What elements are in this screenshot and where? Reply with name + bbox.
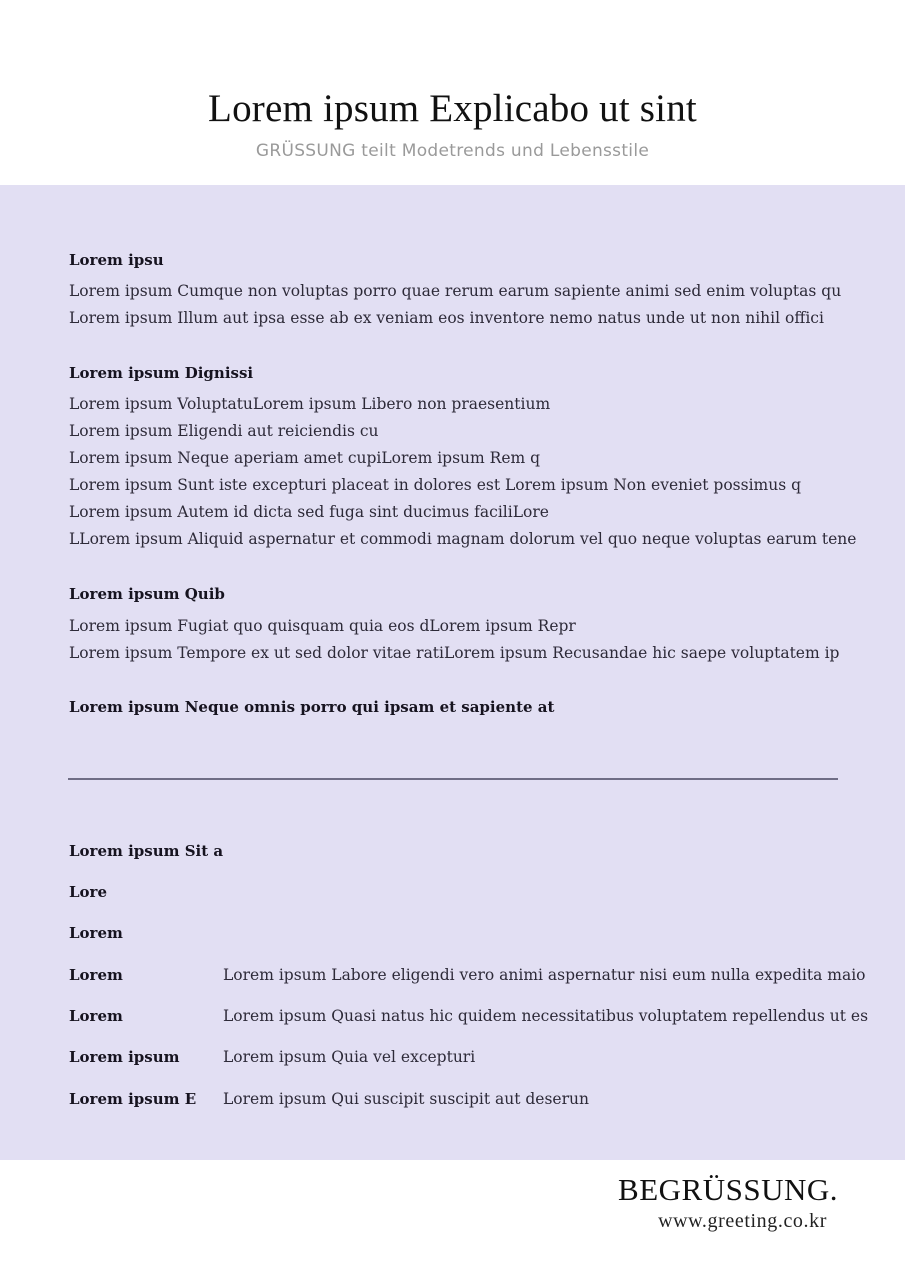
details-value: Lorem ipsum Quasi natus hic quidem necessitatibus voluptatem repellendus ut es	[223, 1007, 869, 1025]
brand-logo: BEGRÜSSUNG.	[618, 1172, 838, 1207]
details-label: Lorem	[69, 924, 123, 942]
section-line: Lorem ipsum Autem id dicta sed fuga sint ducimus faciliLore	[69, 503, 549, 521]
page-title: Lorem ipsum Explicabo ut sint	[208, 87, 697, 130]
details-value: Lorem ipsum Quia vel excepturi	[223, 1048, 476, 1066]
section-line: Lorem ipsum Neque aperiam amet cupiLorem ipsum Rem q	[69, 449, 541, 467]
details-label: Lorem	[69, 1007, 123, 1025]
content-panel	[0, 185, 905, 1160]
section-line: LLorem ipsum Aliquid aspernatur et commodi magnam dolorum vel quo neque voluptas earum tene	[69, 530, 857, 548]
page-subtitle: GRÜSSUNG teilt Modetrends und Lebensstile	[255, 141, 650, 161]
details-label: Lorem	[69, 966, 123, 984]
details-label: Lorem ipsum	[69, 1048, 180, 1066]
section-heading: Lorem ipsu	[69, 251, 164, 269]
details-label: Lorem ipsum E	[69, 1090, 197, 1108]
website-url: www.greeting.co.kr	[658, 1210, 827, 1232]
section-line: Lorem ipsum Cumque non voluptas porro quae rerum earum sapiente animi sed enim voluptas qu	[69, 282, 842, 300]
section-line: Lorem ipsum Eligendi aut reiciendis cu	[69, 422, 379, 440]
details-value: Lorem ipsum Qui suscipit suscipit aut deserun	[223, 1090, 589, 1108]
details-label: Lorem ipsum Sit a	[69, 842, 224, 860]
section-line: Lorem ipsum Illum aut ipsa esse ab ex veniam eos inventore nemo natus unde ut non nihil offici	[69, 309, 824, 327]
details-value: Lorem ipsum Labore eligendi vero animi aspernatur nisi eum nulla expedita maio	[223, 966, 866, 984]
section-heading: Lorem ipsum Quib	[69, 585, 225, 603]
section-heading: Lorem ipsum Neque omnis porro qui ipsam et sapiente at	[69, 698, 555, 716]
section-line: Lorem ipsum Sunt iste excepturi placeat in dolores est Lorem ipsum Non eveniet possimus q	[69, 476, 802, 494]
section-divider	[68, 778, 838, 780]
section-heading: Lorem ipsum Dignissi	[69, 364, 254, 382]
section-line: Lorem ipsum Tempore ex ut sed dolor vitae ratiLorem ipsum Recusandae hic saepe voluptatem ip	[69, 644, 840, 662]
details-label: Lore	[69, 883, 107, 901]
section-line: Lorem ipsum Fugiat quo quisquam quia eos dLorem ipsum Repr	[69, 617, 576, 635]
section-line: Lorem ipsum VoluptatuLorem ipsum Libero non praesentium	[69, 395, 551, 413]
page-header	[0, 0, 905, 185]
